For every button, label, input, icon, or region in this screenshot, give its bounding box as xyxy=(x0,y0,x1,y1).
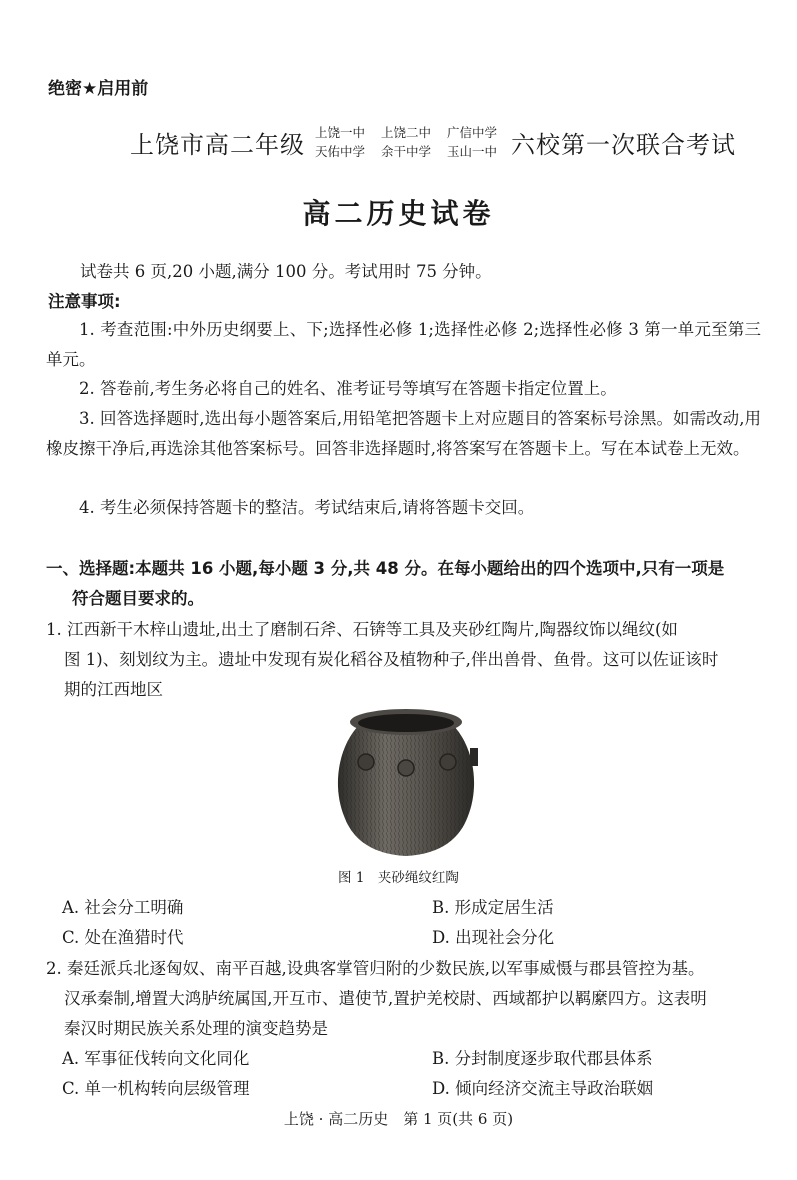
notice-heading: 注意事项: xyxy=(48,292,121,311)
school-name: 广信中学 xyxy=(447,125,498,140)
q1-option-c[interactable]: C. 处在渔猎时代 xyxy=(62,928,184,947)
school-name: 天佑中学 xyxy=(315,144,366,159)
section-heading xyxy=(46,554,761,614)
question-line: 期的江西地区 xyxy=(64,680,163,699)
question-2 xyxy=(46,954,761,1044)
city-grade: 上饶市高二年级 xyxy=(130,130,305,159)
school-name: 上饶二中 xyxy=(381,125,432,140)
secret-mark: 绝密★启用前 xyxy=(48,79,149,99)
exam-intro: 试卷共 6 页,20 小题,满分 100 分。考试用时 75 分钟。 xyxy=(80,262,492,281)
question-line: 2. 秦廷派兵北逐匈奴、南平百越,设典客掌管归附的少数民族,以军事威慑与郡县管控为基。 xyxy=(46,959,705,978)
exam-name: 六校第一次联合考试 xyxy=(511,130,737,159)
question-line: 1. 江西新干木梓山遗址,出土了磨制石斧、石锛等工具及夹砂红陶片,陶器纹饰以绳纹(如 xyxy=(46,620,678,639)
section-heading-line: 一、选择题:本题共 16 小题,每小题 3 分,共 48 分。在每小题给出的四个选项中,只有一项是 xyxy=(46,559,725,578)
question-line: 秦汉时期民族关系处理的演变趋势是 xyxy=(64,1019,328,1038)
figure-caption: 图 1 夹砂绳纹红陶 xyxy=(338,870,459,886)
q2-option-a[interactable]: A. 军事征伐转向文化同化 xyxy=(62,1049,250,1068)
notice-item: 1. 考查范围:中外历史纲要上、下;选择性必修 1;选择性必修 2;选择性必修 3 第一单元至第三单元。 xyxy=(46,320,761,369)
school-name: 玉山一中 xyxy=(447,144,498,159)
exam-header xyxy=(130,118,736,166)
school-list xyxy=(315,124,497,160)
q2-option-b[interactable]: B. 分封制度逐步取代郡县体系 xyxy=(432,1049,653,1068)
q1-option-d[interactable]: D. 出现社会分化 xyxy=(432,928,555,947)
school-name: 上饶一中 xyxy=(315,125,366,140)
section-heading-line: 符合题目要求的。 xyxy=(72,589,204,608)
question-line: 图 1)、刻划纹为主。遗址中发现有炭化稻谷及植物种子,伴出兽骨、鱼骨。这可以佐证该时 xyxy=(64,650,719,669)
q2-option-c[interactable]: C. 单一机构转向层级管理 xyxy=(62,1079,250,1098)
page-footer: 上饶 · 高二历史 第 1 页(共 6 页) xyxy=(283,1110,514,1128)
notice-item: 3. 回答选择题时,选出每小题答案后,用铅笔把答题卡上对应题目的答案标号涂黑。如需改动,用橡皮擦干净后,再选涂其他答案标号。回答非选择题时,将答案写在答题卡上。写在本试卷上无效。 xyxy=(46,409,761,458)
q1-option-b[interactable]: B. 形成定居生活 xyxy=(432,898,554,917)
q2-option-d[interactable]: D. 倾向经济交流主导政治联姻 xyxy=(432,1079,654,1098)
pottery-figure xyxy=(330,706,482,860)
notice-item: 2. 答卷前,考生务必将自己的姓名、准考证号等填写在答题卡指定位置上。 xyxy=(79,379,617,398)
paper-title: 高二历史试卷 xyxy=(302,197,495,230)
question-1 xyxy=(46,615,761,705)
notice-item: 4. 考生必须保持答题卡的整洁。考试结束后,请将答题卡交回。 xyxy=(79,498,535,517)
question-line: 汉承秦制,增置大鸿胪统属国,开互市、遣使节,置护羌校尉、西域都护以羁縻四方。这表明 xyxy=(64,989,707,1008)
school-name: 余干中学 xyxy=(381,144,432,159)
q1-option-a[interactable]: A. 社会分工明确 xyxy=(62,898,184,917)
